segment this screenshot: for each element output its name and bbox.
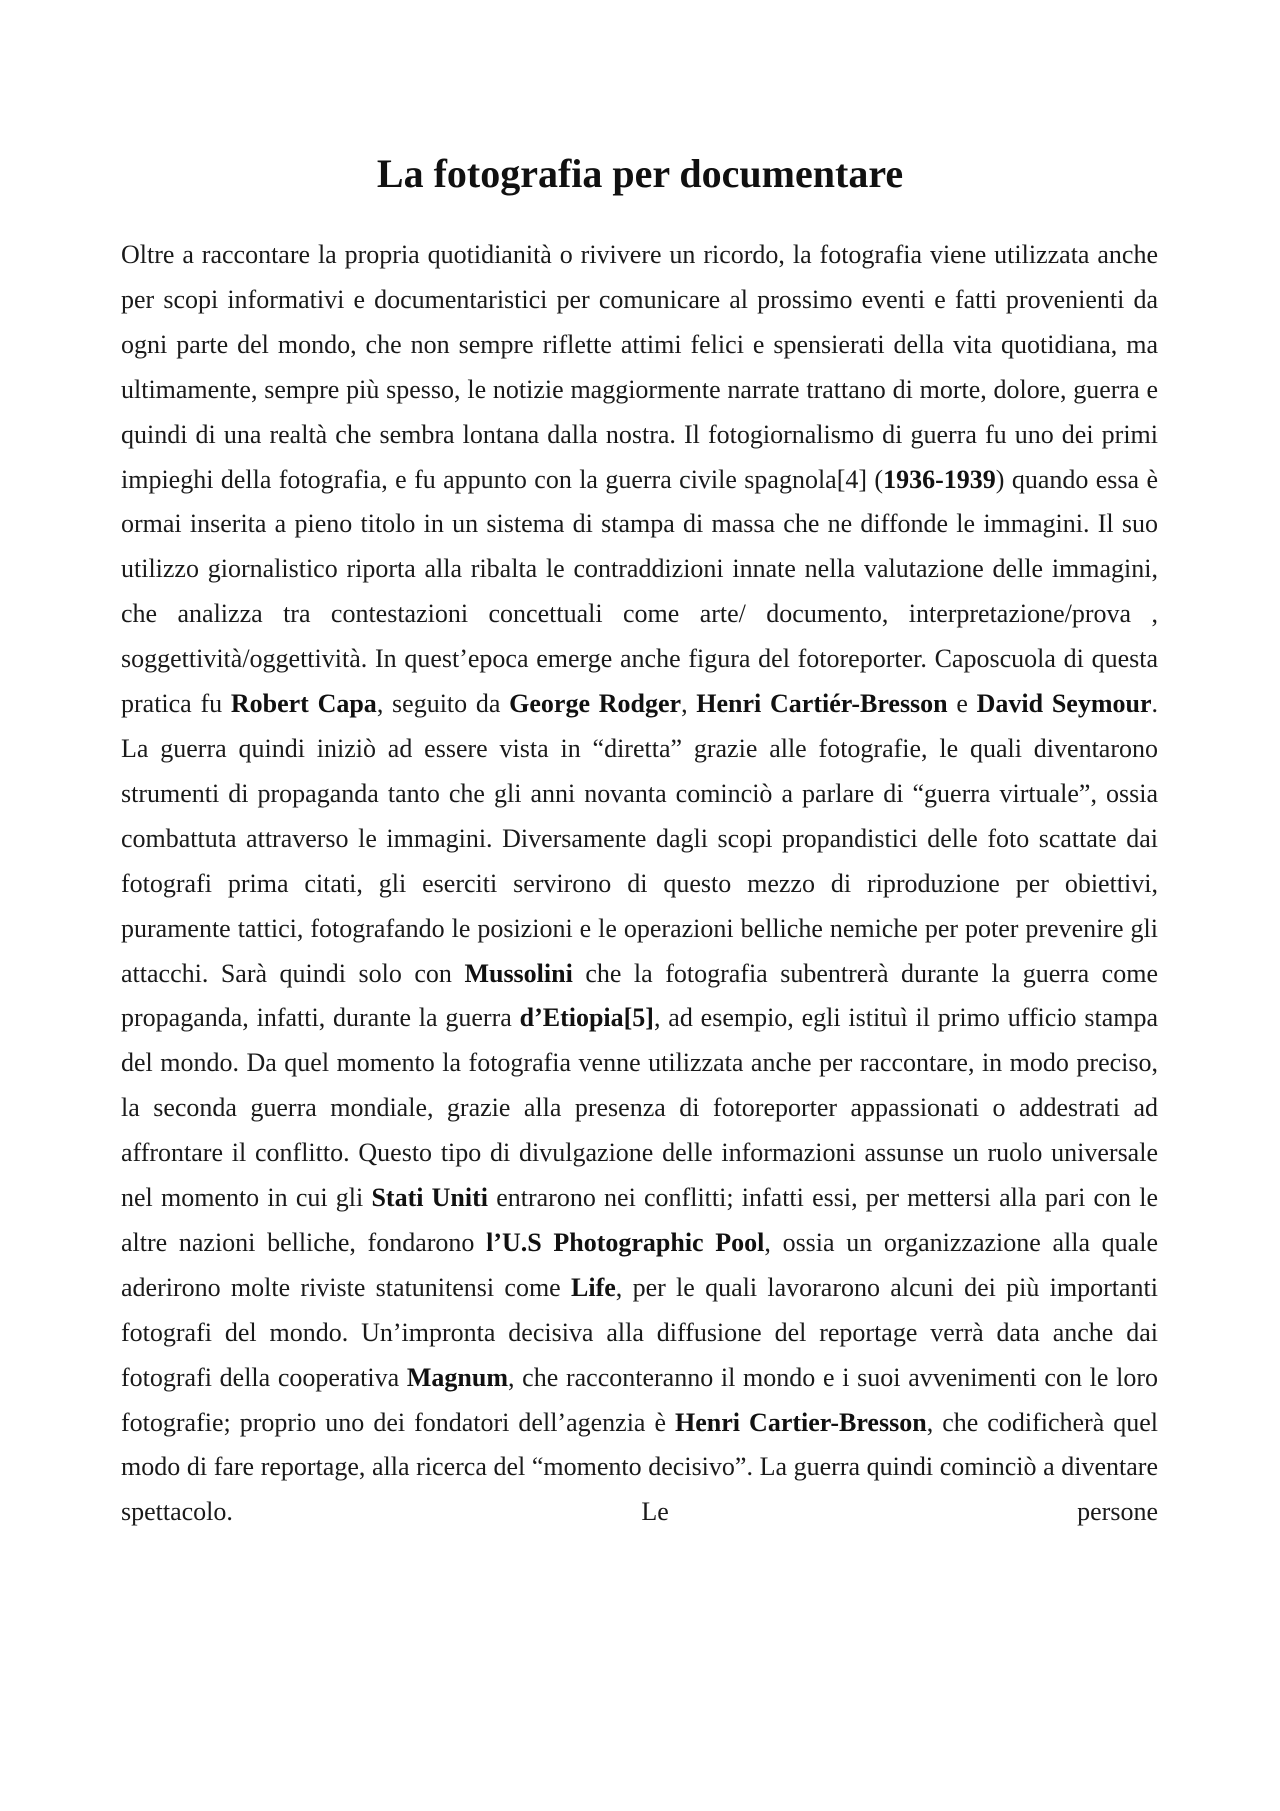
- paragraph-text: e: [947, 689, 977, 719]
- bold-term-photographic-pool: l’U.S Photographic Pool: [486, 1227, 765, 1257]
- paragraph-text: , seguito da: [376, 689, 510, 719]
- body-paragraph: [121, 233, 1158, 1535]
- bold-term-life: Life: [571, 1272, 616, 1302]
- bold-name-robert-capa: Robert Capa: [230, 689, 377, 719]
- bold-dates: 1936-1939: [883, 464, 996, 494]
- paragraph-text: ) quando essa è ormai inserita a pieno titolo in un sistema di stampa di massa che ne diffonde le immagini. Il suo utilizzo giornalistico riporta alla ribalta le contraddizioni innate nella valutazione delle immagini, che analizza tra contestazioni concettuali come arte/ documento, interpretazione/prova , soggettività/oggettività. In quest’epoca emerge anche figura del fotoreporter. Caposcuola di questa pratica fu: [121, 464, 1158, 719]
- bold-name-henri-cartier-bresson-2: Henri Cartier-Bresson: [675, 1407, 927, 1437]
- paragraph-text: , ad esempio, egli istituì il primo ufficio stampa del mondo. Da quel momento la fotografia venne utilizzata anche per raccontare, in modo preciso, la seconda guerra mondiale, grazie alla presenza di fotoreporter appassionati o addestrati ad affrontare il conflitto. Questo tipo di divulgazione delle informazioni assunse un ruolo universale nel momento in cui gli: [121, 1003, 1158, 1213]
- bold-term-stati-uniti: Stati Uniti: [371, 1183, 489, 1213]
- bold-name-george-rodger: George Rodger: [509, 689, 682, 719]
- paragraph-text: . La guerra quindi iniziò ad essere vista in “diretta” grazie alle fotografie, le quali diventarono strumenti di propaganda tanto che gli anni novanta cominciò a parlare di “guerra virtuale”, ossia combattuta attraverso le immagini. Diversamente dagli scopi propandistici delle foto scattate dai fotografi prima citati, gli eserciti servirono di questo mezzo di riproduzione per obiettivi, puramente tattici, fotografando le posizioni e le operazioni belliche nemiche per poter prevenire gli attacchi. Sarà quindi solo con: [121, 689, 1159, 988]
- page-title: La fotografia per documentare: [376, 151, 904, 196]
- paragraph-text: Oltre a raccontare la propria quotidianità o rivivere un ricordo, la fotografia viene utilizzata anche per scopi informativi e documentaristici per comunicare al prossimo eventi e fatti provenienti da ogni parte del mondo, che non sempre riflette attimi felici e spensierati della vita quotidiana, ma ultimamente, sempre più spesso, le notizie maggiormente narrate trattano di morte, dolore, guerra e quindi di una realtà che sembra lontana dalla nostra. Il fotogiornalismo di guerra fu uno dei primi impieghi della fotografia, e fu appunto con la guerra civile spagnola[4] (: [121, 240, 1158, 494]
- bold-name-henri-cartier-bresson: Henri Cartiér-Bresson: [696, 689, 948, 719]
- bold-name-david-seymour: David Seymour: [976, 689, 1152, 719]
- paragraph-text: ,: [681, 689, 697, 719]
- bold-term-magnum: Magnum: [406, 1362, 508, 1392]
- bold-name-mussolini: Mussolini: [464, 958, 573, 988]
- paragraph-text: , che codificherà quel modo di fare reportage, alla ricerca del “momento decisivo”. La guerra quindi cominciò a diventare spettacolo. Le persone: [121, 1407, 1159, 1527]
- paragraph-text: , per le quali lavorarono alcuni dei più importanti fotografi del mondo. Un’impronta decisiva alla diffusione del reportage verrà data anche dai fotografi della cooperativa: [121, 1272, 1158, 1392]
- paragraph-text: , che racconteranno il mondo e i suoi avvenimenti con le loro fotografie; proprio uno dei fondatori dell’agenzia è: [121, 1362, 1158, 1437]
- paragraph-text: che la fotografia subentrerà durante la guerra come propaganda, infatti, durante la guerra: [121, 958, 1158, 1033]
- paragraph-text: entrarono nei conflitti; infatti essi, per mettersi alla pari con le altre nazioni belliche, fondarono: [121, 1183, 1159, 1257]
- bold-term-etiopia: d’Etiopia[5]: [519, 1003, 654, 1033]
- paragraph-text: , ossia un organizzazione alla quale aderirono molte riviste statunitensi come: [121, 1227, 1158, 1302]
